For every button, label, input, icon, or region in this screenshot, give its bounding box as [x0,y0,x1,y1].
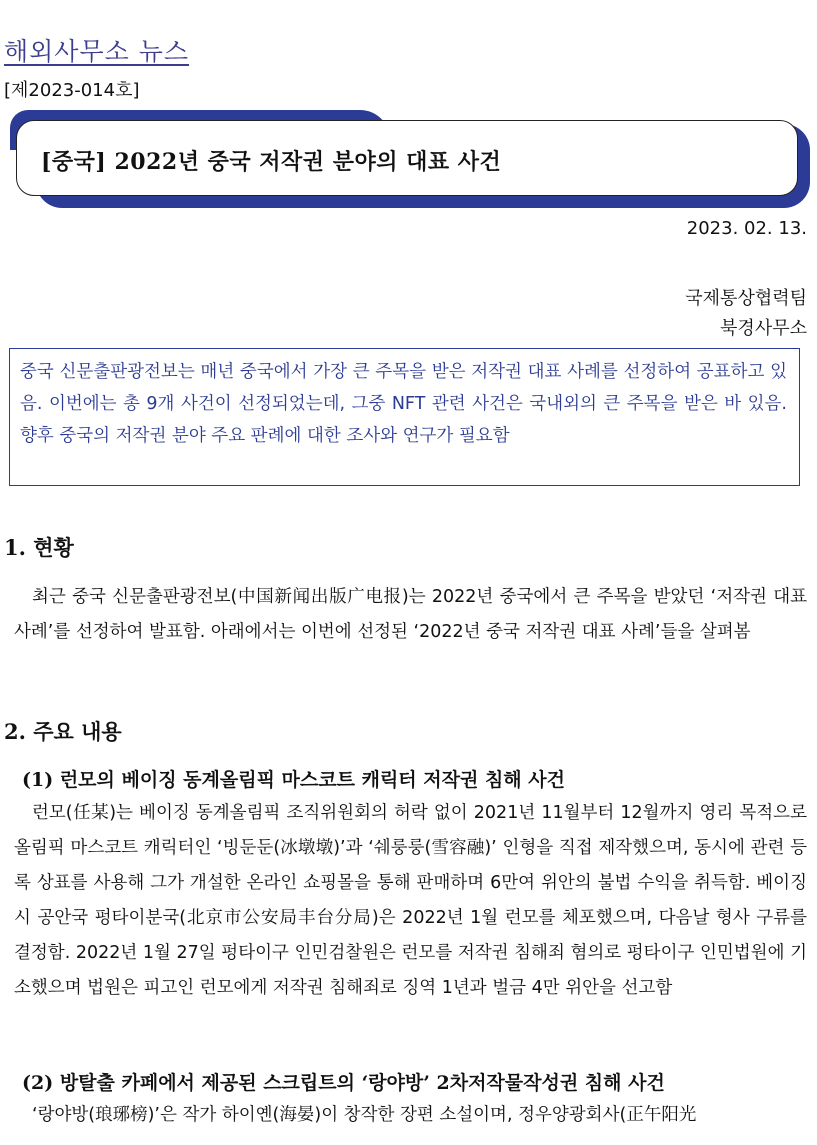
department-office: 북경사무소 [720,318,807,339]
section-body-status: 최근 중국 신문출판광전보(中国新闻出版广电报)는 2022년 중국에서 큰 주목을 받았던 ‘저작권 대표 사례’를 선정하여 발표함. 아래에서는 이번에 선정된 ‘2022년 중국 저작권 대표 사례’들을 살펴봄 [14,587,807,642]
newsletter-brand: 해외사무소 뉴스 [4,37,189,66]
case-title-2: (2) 방탈출 카페에서 제공된 스크립트의 ‘랑야방’ 2차저작물작성권 침해 사건 [22,1072,665,1094]
title-banner [10,110,810,210]
page-title: [중국] 2022년 중국 저작권 분야의 대표 사건 [41,149,502,175]
case-body-2: ‘랑야방(琅琊榜)’은 작가 하이옌(海晏)이 창작한 장편 소설이며, 정우양광회사(正午阳光 [32,1105,697,1125]
case-body-1: 런모(任某)는 베이징 동계올림픽 조직위원회의 허락 없이 2021년 11월부터 12월까지 영리 목적으로 올림픽 마스코트 캐릭터인 ‘빙둔둔(冰墩墩)’과 ‘쉐룽룽(雪容融)’ 인형을 직접 제작했으며, 동시에 관련 등록 상표를 사용해 그가 개설한 온라인 쇼핑몰을 통해 판매하며 6만여 위안의 불법 수익을 취득함. 베이징시 공안국 펑타이분국(北京市公安局丰台分局)은 2022년 1월 런모를 체포했으며, 다음날 형사 구류를 결정함. 2022년 1월 27일 펑타이구 인민검찰원은 런모를 저작권 침해죄 혐의로 펑타이구 인민법원에 기소했으며 법원은 피고인 런모에게 저작권 침해죄로 징역 1년과 벌금 4만 위안을 선고함 [14,803,807,998]
issue-number: [제2023-014호] [4,80,140,101]
department-team: 국제통상협력팀 [685,288,807,309]
section-heading-main: 2. 주요 내용 [4,719,122,744]
summary-box: 중국 신문출판광전보는 매년 중국에서 가장 큰 주목을 받은 저작권 대표 사례를 선정하여 공표하고 있음. 이번에는 총 9개 사건이 선정되었는데, 그중 NFT 관련 사건은 국내외의 큰 주목을 받은 바 있음. 향후 중국의 저작권 분야 주요 판례에 대한 조사와 연구가 필요함 [9,348,800,486]
section-heading-status: 1. 현황 [4,535,74,560]
publish-date: 2023. 02. 13. [686,218,807,239]
title-box [16,120,798,196]
case-title-1: (1) 런모의 베이징 동계올림픽 마스코트 캐릭터 저작권 침해 사건 [22,769,565,791]
